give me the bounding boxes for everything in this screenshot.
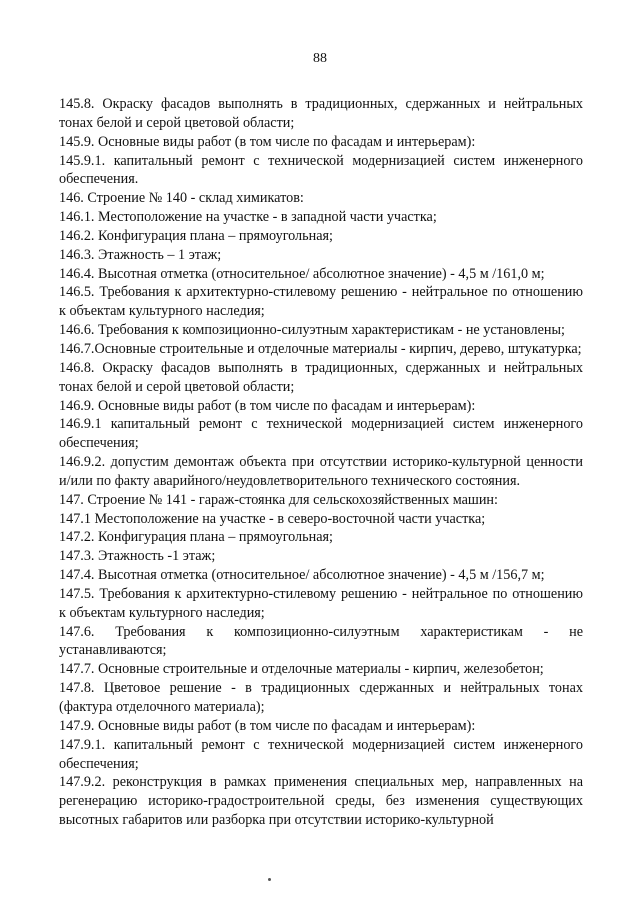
- paragraph-147-4: 147.4. Высотная отметка (относительное/ абсолютное значение) - 4,5 м /156,7 м;: [59, 567, 545, 584]
- paragraph-147-7: 147.7. Основные строительные и отделочные материалы - кирпич, железобетон;: [59, 661, 544, 678]
- paragraph-146-2: 146.2. Конфигурация плана – прямоугольная;: [59, 227, 333, 244]
- paragraph-146-1: 146.1. Местоположение на участке - в западной части участка;: [59, 209, 437, 226]
- scan-speck: [268, 878, 271, 881]
- paragraph-147-9-2: 147.9.2. реконструкция в рамках применения специальных мер, направленных на регенерацию историко-градостроительной среды, без изменения существующих высотных габаритов или разборка при отсутствии историко-культурной: [59, 774, 583, 829]
- paragraph-147-6: 147.6. Требования к композиционно-силуэтным характеристикам - не устанавливаются;: [59, 623, 583, 659]
- document-body: [59, 95, 583, 830]
- paragraph-146-9-2: 146.9.2. допустим демонтаж объекта при отсутствии историко-культурной ценности и/или по факту аварийного/неудовлетворительного технического состояния.: [59, 454, 583, 489]
- paragraph-147-1: 147.1 Местоположение на участке - в северо-восточной части участка;: [59, 510, 486, 527]
- paragraph-147-9: 147.9. Основные виды работ (в том числе по фасадам и интерьерам):: [59, 717, 476, 734]
- paragraph-146-3: 146.3. Этажность – 1 этаж;: [59, 246, 222, 263]
- paragraph-146-4: 146.4. Высотная отметка (относительное/ абсолютное значение) - 4,5 м /161,0 м;: [59, 265, 545, 282]
- paragraph-146-9-1: 146.9.1 капитальный ремонт с технической модернизацией систем инженерного обеспечения;: [59, 416, 583, 452]
- paragraph-145-9-1: 145.9.1. капитальный ремонт с технической модернизацией систем инженерного обеспечения.: [59, 152, 583, 188]
- paragraph-146-7: 146.7.Основные строительные и отделочные материалы - кирпич, дерево, штукатурка;: [59, 340, 582, 357]
- paragraph-146-6: 146.6. Требования к композиционно-силуэтным характеристикам - не установлены;: [59, 322, 565, 339]
- paragraph-146-9: 146.9. Основные виды работ (в том числе по фасадам и интерьерам):: [59, 397, 476, 414]
- page-number: 88: [313, 51, 327, 66]
- paragraph-147-3: 147.3. Этажность -1 этаж;: [59, 548, 216, 565]
- paragraph-147-5: 147.5. Требования к архитектурно-стилевому решению - нейтральное по отношению к объектам культурного наследия;: [59, 585, 583, 621]
- paragraph-146: 146. Строение № 140 - склад химикатов:: [59, 190, 304, 207]
- paragraph-147-9-1: 147.9.1. капитальный ремонт с технической модернизацией систем инженерного обеспечения;: [59, 736, 583, 772]
- paragraph-147-8: 147.8. Цветовое решение - в традиционных сдержанных и нейтральных тонах (фактура отделочного материала);: [59, 680, 583, 715]
- paragraph-146-8: 146.8. Окраску фасадов выполнять в традиционных, сдержанных и нейтральных тонах белой и серой цветовой области;: [59, 359, 583, 395]
- paragraph-147: 147. Строение № 141 - гараж-стоянка для сельскохозяйственных машин:: [59, 491, 498, 508]
- paragraph-145-8: 145.8. Окраску фасадов выполнять в традиционных, сдержанных и нейтральных тонах белой и серой цветовой области;: [59, 96, 583, 131]
- paragraph-146-5: 146.5. Требования к архитектурно-стилевому решению - нейтральное по отношению к объектам культурного наследия;: [59, 284, 583, 320]
- paragraph-147-2: 147.2. Конфигурация плана – прямоугольная;: [59, 529, 333, 546]
- paragraph-145-9: 145.9. Основные виды работ (в том числе по фасадам и интерьерам):: [59, 133, 476, 150]
